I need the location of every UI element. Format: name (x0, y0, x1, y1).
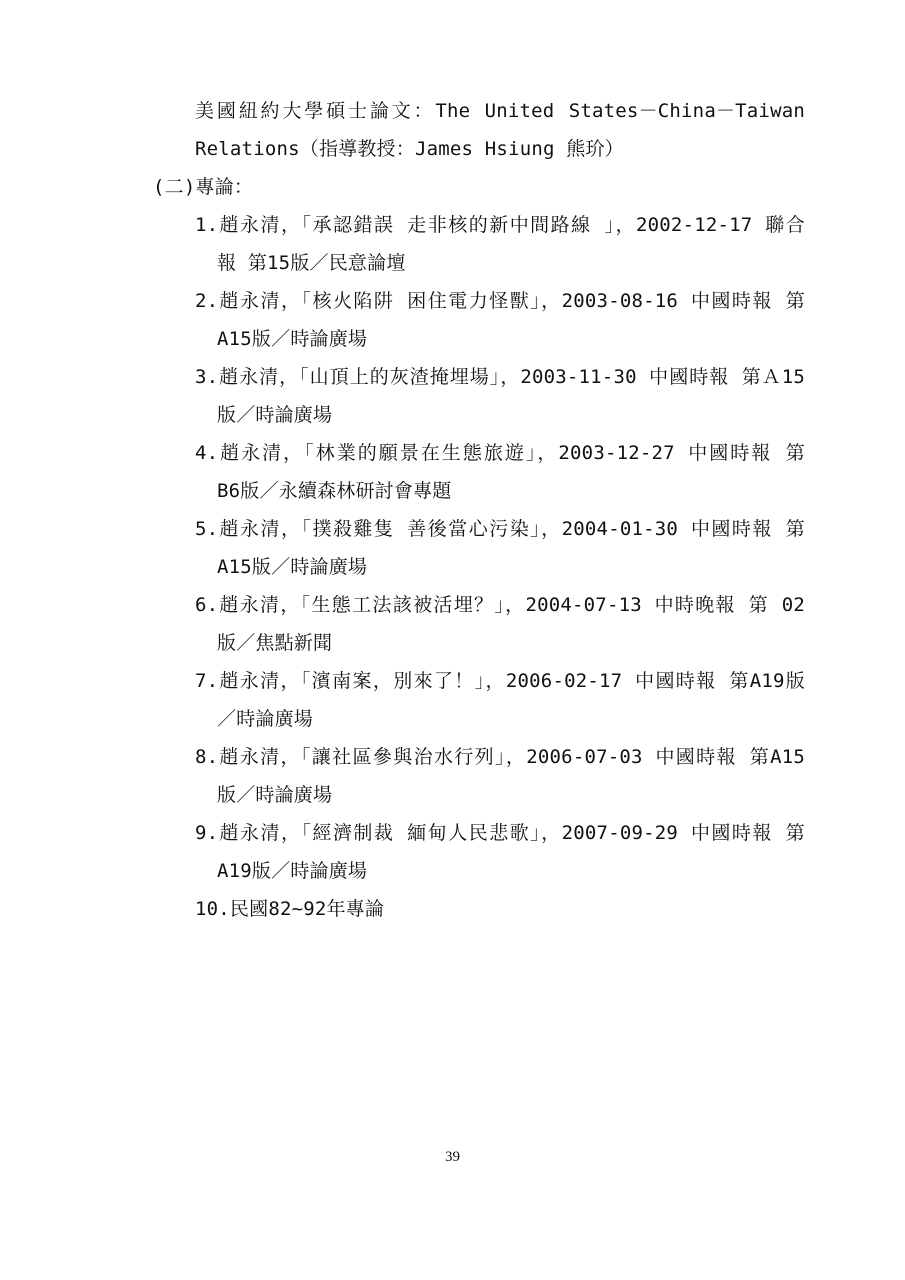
list-item-1-line-1: 1.趙永清，「承認錯誤 走非核的新中間路線 」，2002-12-17 聯合 (195, 214, 805, 236)
list-item-8-line-2: 版／時論廣場 (217, 784, 333, 806)
list-item-2-line-1: 2.趙永清，「核火陷阱 困住電力怪獸」，2003-08-16 中國時報 第 (195, 290, 805, 312)
page-number: 39 (445, 1149, 460, 1165)
list-item-3-line-1: 3.趙永清，「山頂上的灰渣掩埋場」，2003-11-30 中國時報 第Ａ15 (195, 366, 805, 388)
thesis-line-2: Relations（指導教授：James Hsiung 熊玠） (195, 138, 624, 160)
list-item-8-line-1: 8.趙永清，「讓社區參與治水行列」，2006-07-03 中國時報 第A15 (195, 746, 805, 768)
list-item-6-line-1: 6.趙永清，「生態工法該被活埋？」，2004-07-13 中時晚報 第 02 (195, 594, 805, 616)
list-item-2-line-2: A15版／時論廣場 (217, 328, 368, 350)
list-item-5-line-1: 5.趙永清，「撲殺雞隻 善後當心污染」，2004-01-30 中國時報 第 (195, 518, 805, 540)
list-item-7-line-1: 7.趙永清，「濱南案，別來了！」，2006-02-17 中國時報 第A19版 (195, 670, 805, 692)
section-heading: (二)專論： (153, 176, 254, 198)
list-item-4-line-2: B6版／永續森林研討會專題 (217, 480, 452, 502)
list-item-3-line-2: 版／時論廣場 (217, 404, 333, 426)
thesis-line-1: 美國紐約大學碩士論文：The United States－China－Taiwan (195, 100, 805, 122)
list-item-9-line-2: A19版／時論廣場 (217, 860, 368, 882)
list-item-6-line-2: 版／焦點新聞 (217, 632, 333, 654)
list-item-7-line-2: ／時論廣場 (217, 708, 314, 730)
list-item-4-line-1: 4.趙永清，「林業的願景在生態旅遊」，2003-12-27 中國時報 第 (195, 442, 805, 464)
list-item-9-line-1: 9.趙永清，「經濟制裁 緬甸人民悲歌」，2007-09-29 中國時報 第 (195, 822, 805, 844)
list-item-5-line-2: A15版／時論廣場 (217, 556, 368, 578)
list-item-1-line-2: 報 第15版／民意論壇 (217, 252, 406, 274)
list-item-10-line-1: 10.民國82~92年專論 (195, 898, 385, 920)
